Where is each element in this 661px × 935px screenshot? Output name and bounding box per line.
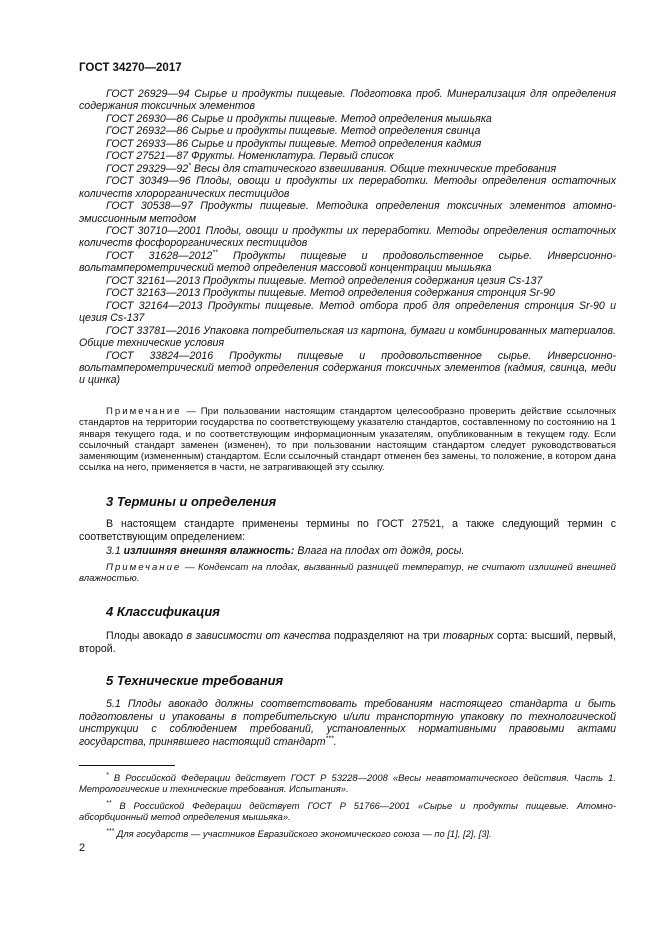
page-header: ГОСТ 34270—2017 (79, 62, 182, 74)
section-4-heading: 4 Классификация (106, 604, 220, 619)
reference-item: ГОСТ 26930—86 Сырье и продукты пищевые. Метод определения мышьяка (106, 112, 492, 125)
reference-item: ГОСТ 32164—2013 Продукты пищевые. Метод отбора проб для определения стронция Sr-90 и цезия Cs-137 (79, 299, 616, 325)
section-3-intro: В настоящем стандарте применены термины по ГОСТ 27521, а также следующий термин с соответствующим определением: (79, 518, 616, 543)
term-definition: 3.1 излишняя внешняя влажность: Влага на плодах от дождя, росы. (106, 545, 465, 557)
reference-item: ГОСТ 33824—2016 Продукты пищевые и продовольственное сырье. Инверсионно-вольтамперометрический метод определения содержания токсичных элементов (кадмия, свинца, меди и цинка) (79, 349, 616, 387)
footnote-mark: ** (212, 249, 218, 257)
section-5-text: 5.1 Плоды авокадо должны соответствовать требованиям настоящего стандарта и быть подготовлены и упакованы в потребительскую и/или транспортную упаковку по технологической инструкции с соблюдением требований, установленных нормативными правовыми актами государства, принявшего настоящий стандарт***. (79, 698, 616, 748)
term-name: излишняя внешняя влажность: (123, 545, 295, 557)
reference-item: ГОСТ 29329—92* Весы для статического взвешивания. Общие технические требования (106, 162, 557, 175)
footnote-separator (79, 765, 175, 766)
footnote: ** В Российской Федерации действует ГОСТ Р 51766—2001 «Сырье и продукты пищевые. Атомно-абсорбционный метод определения мышьяка». (79, 799, 616, 823)
reference-item: ГОСТ 26929—94 Сырье и продукты пищевые. Подготовка проб. Минерализация для определения содержания токсичных элементов (79, 88, 616, 113)
note-label: Примечание (106, 562, 182, 573)
footnote: * В Российской Федерации действует ГОСТ Р 53228—2008 «Весы неавтоматического действия. Часть 1. Метрологические и технические требования. Испытания». (79, 771, 616, 795)
reference-item: ГОСТ 30349—96 Плоды, овощи и продукты их переработки. Методы определения остаточных количеств хлорорганических пестицидов (79, 175, 616, 200)
footnote-mark: *** (325, 735, 334, 743)
reference-item: ГОСТ 32163—2013 Продукты пищевые. Метод определения содержания стронция Sr-90 (106, 287, 555, 300)
reference-item: ГОСТ 30538—97 Продукты пищевые. Методика определения токсичных элементов атомно-эмиссионным методом (79, 200, 616, 225)
note-text: — При пользовании настоящим стандартом целесообразно проверить действие ссылочных стандартов на территории государства по соответствующему указателю стандартов, составленному по состоянию на 1 января текущего года, и по соответствующим информационным указателям, опубликованным в текущем году. Если ссылочный стандарт заменен (изменен), то при пользовании настоящим стандартом следует руководствоваться заменяющим (измененным) стандартом. Если ссылочный стандарт отменен без замены, то положение, в котором дана ссылка на него, применяется в части, не затрагивающей эту ссылку. (79, 406, 616, 474)
footnote-mark: * (188, 162, 191, 170)
reference-item: ГОСТ 27521—87 Фрукты. Номенклатура. Первый список (106, 150, 394, 163)
section-5-heading: 5 Технические требования (106, 673, 284, 688)
reference-item: ГОСТ 31628—2012** Продукты пищевые и продовольственное сырье. Инверсионно-вольтамперометрический метод определения массовой концентрации мышьяка (79, 249, 616, 275)
reference-item: ГОСТ 26933—86 Сырье и продукты пищевые. Метод определения кадмия (106, 137, 482, 150)
reference-item: ГОСТ 26932—86 Сырье и продукты пищевые. Метод определения свинца (106, 125, 481, 138)
page-number: 2 (79, 842, 86, 854)
reference-list (79, 88, 616, 387)
reference-item: ГОСТ 33781—2016 Упаковка потребительская из картона, бумаги и комбинированных материалов. Общие технические условия (79, 324, 616, 350)
reference-item: ГОСТ 32161—2013 Продукты пищевые. Метод определения содержания цезия Cs-137 (106, 274, 543, 287)
reference-item: ГОСТ 30710—2001 Плоды, овощи и продукты их переработки. Методы определения остаточных количеств фосфорорганических пестицидов (79, 224, 616, 250)
note-label: Примечание (106, 406, 182, 417)
note-term: Примечание — Конденсат на плодах, вызванный разницей температур, не считают излишней внешней влажностью. (79, 562, 616, 585)
section-4-text: Плоды авокадо в зависимости от качества подразделяют на три товарных сорта: высший, первый, второй. (79, 630, 617, 655)
note-references (79, 406, 616, 474)
section-3-heading: 3 Термины и определения (106, 494, 277, 509)
footnote: *** Для государств — участников Евразийского экономического союза — по [1], [2], [3]. (106, 827, 492, 839)
